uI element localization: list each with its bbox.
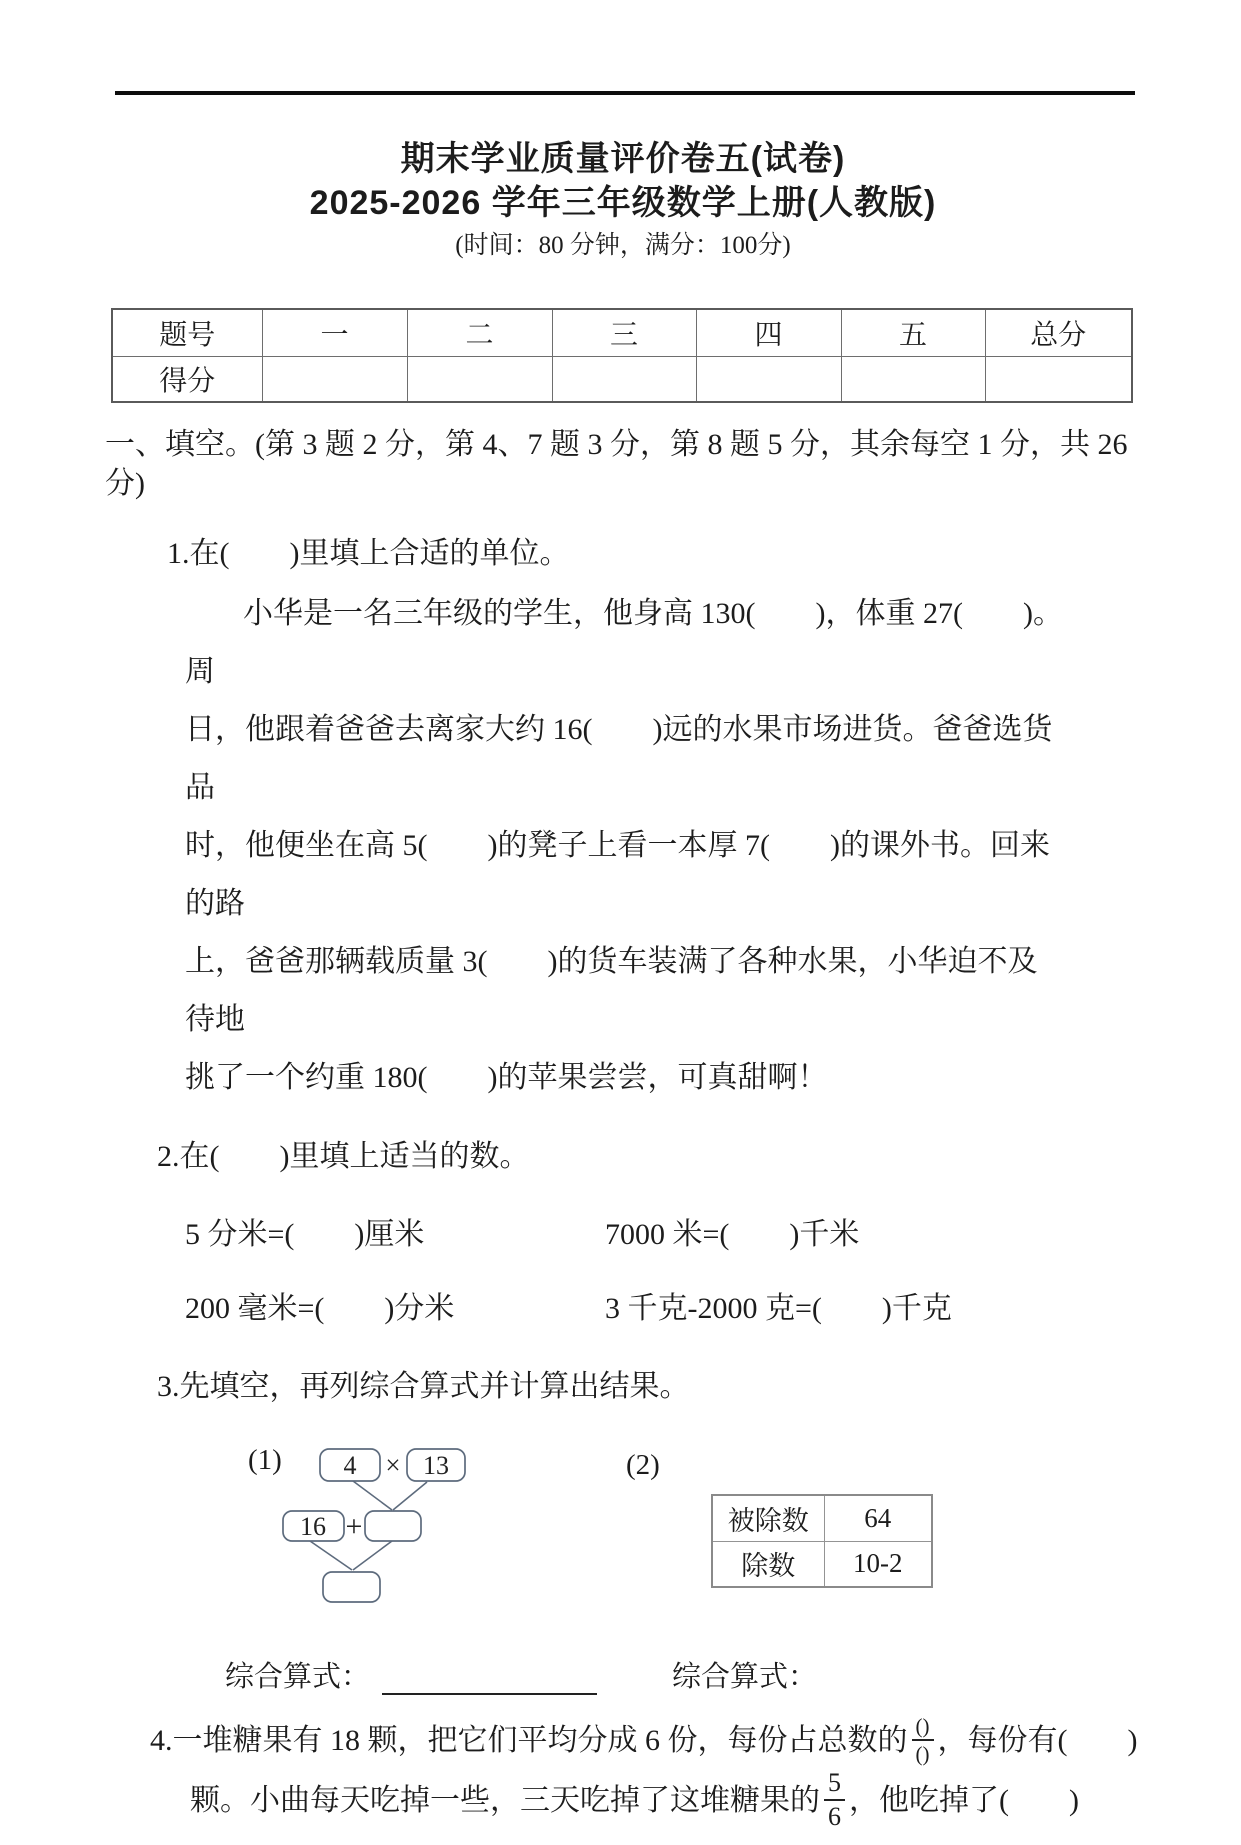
pyramid-value-top-left: 4: [343, 1451, 357, 1480]
expression-label-right: 综合算式：: [672, 1661, 818, 1693]
score-cell-empty: [696, 356, 841, 402]
question-4-line1: [150, 1711, 1141, 1771]
question-3-work-area: [105, 1404, 1141, 1654]
part-1-label: (1): [248, 1444, 282, 1476]
exam-title-line2: 2025-2026 学年三年级数学上册(人教版): [309, 184, 937, 222]
exam-title-line1: 期末学业质量评价卷五(试卷): [400, 140, 846, 178]
score-cell-empty: [985, 356, 1132, 402]
question-2-prompt: 2.在( )里填上适当的数。: [157, 1140, 530, 1173]
paragraph-line: 上，爸爸那辆载质量 3( )的货车装满了各种水果，小华迫不及待地: [185, 945, 1038, 1036]
number-pyramid-diagram: [240, 1439, 485, 1614]
conversion-item: 200 毫米=( )分米: [185, 1292, 455, 1325]
question-1-prompt: 1.在( )里填上合适的单位。: [167, 537, 570, 570]
connector-line: [310, 1541, 352, 1570]
divisor-label: 除数: [712, 1541, 824, 1587]
pyramid-value-mid-left: 16: [300, 1512, 326, 1541]
score-header-part5: 五: [841, 309, 985, 356]
conversion-row-1: [185, 1218, 1141, 1252]
score-header-part4: 四: [696, 309, 841, 356]
divisor-value: 10-2: [824, 1541, 932, 1587]
top-rule-divider: [115, 91, 1135, 95]
score-header-part3: 三: [552, 309, 696, 356]
expression-row: [225, 1659, 1141, 1695]
question-4: [105, 1711, 1141, 1835]
part-2-label: (2): [626, 1449, 660, 1481]
score-cell-empty: [841, 356, 985, 402]
score-header-part2: 二: [407, 309, 552, 356]
conversion-item: 3 千克-2000 克=( )千克: [605, 1292, 952, 1325]
section-one-heading: [105, 425, 1141, 503]
paragraph-line: 挑了一个约重 180( )的苹果尝尝，可真甜啊！: [185, 1061, 828, 1094]
score-header-total: 总分: [985, 309, 1132, 356]
pyramid-box-bottom-blank: [323, 1572, 380, 1602]
score-cell-empty: [552, 356, 696, 402]
question-3-prompt: 3.先填空，再列综合算式并计算出结果。: [157, 1370, 690, 1403]
conversion-row-2: [185, 1292, 1141, 1326]
fraction-five-sixths: [824, 1768, 845, 1832]
paragraph-line: 时，他便坐在高 5( )的凳子上看一本厚 7( )的课外书。回来的路: [185, 829, 1050, 920]
fraction-numerator: (): [912, 1714, 934, 1741]
fraction-numerator: 5: [824, 1768, 845, 1801]
answer-underline: [382, 1665, 597, 1695]
question-4-line1-text: 4.一堆糖果有 18 颗，把它们平均分成 6 份，每份占总数的: [150, 1724, 908, 1757]
score-table-header-row: [112, 309, 1132, 356]
dividend-label: 被除数: [712, 1495, 824, 1541]
pyramid-value-top-right: 13: [423, 1451, 449, 1480]
dividend-value: 64: [824, 1495, 932, 1541]
paragraph-line: 小华是一名三年级的学生，他身高 130( )，体重 27( )。周: [185, 597, 1063, 688]
score-row-label: 得分: [112, 356, 262, 402]
score-table: [111, 308, 1133, 403]
question-4-line2-suffix: ，他吃掉了( ): [849, 1784, 1079, 1817]
multiply-sign-icon: ×: [385, 1450, 401, 1480]
conversion-item: 5 分米=( )厘米: [185, 1218, 425, 1251]
score-header-question-no: 题号: [112, 309, 262, 356]
score-cell-empty: [262, 356, 407, 402]
fraction-blank: [912, 1714, 934, 1766]
fraction-denominator: (): [915, 1742, 930, 1767]
fraction-denominator: 6: [828, 1802, 841, 1832]
expression-label-left: 综合算式：: [225, 1661, 371, 1693]
connector-line: [353, 1541, 392, 1570]
question-4-line2-text: 颗。小曲每天吃掉一些，三天吃掉了这堆糖果的: [190, 1784, 820, 1817]
section-one-heading-line1: 一、填空。(第 3 题 2 分，第 4、7 题 3 分，第 8 题 5 分，其余每空 1 分，共 26: [105, 428, 1128, 461]
table-row: [712, 1495, 932, 1541]
connector-line: [353, 1481, 392, 1510]
exam-paper-page: [0, 91, 1241, 1845]
table-row: [712, 1541, 932, 1587]
score-header-part1: 一: [262, 309, 407, 356]
score-table-score-row: [112, 356, 1132, 402]
dividend-divisor-table: [711, 1494, 933, 1588]
plus-sign-icon: +: [345, 1510, 363, 1543]
exam-subtitle: (时间：80 分钟，满分：100分): [455, 232, 791, 259]
paragraph-line: 日，他跟着爸爸去离家大约 16( )远的水果市场进货。爸爸选货品: [185, 713, 1053, 804]
question-4-line2: [190, 1768, 1141, 1835]
pyramid-box-mid-right-blank: [365, 1511, 421, 1541]
connector-line: [393, 1482, 427, 1510]
question-1-paragraph: [185, 585, 1065, 1107]
score-cell-empty: [407, 356, 552, 402]
conversion-item: 7000 米=( )千米: [605, 1218, 860, 1251]
question-4-line1-suffix: ，每份有( ): [937, 1724, 1138, 1757]
section-one-heading-line2: 分): [105, 467, 145, 500]
